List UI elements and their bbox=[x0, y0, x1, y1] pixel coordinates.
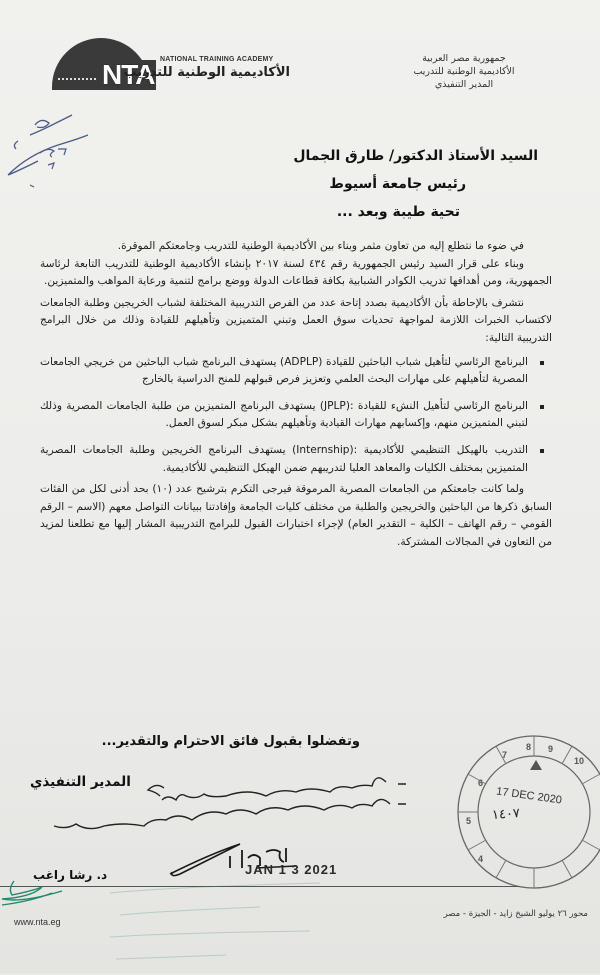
program-item: البرنامج الرئاسي لتأهيل النشء للقيادة :(JPLP) يستهدف البرنامج المتميزين من طلبة الجامعات المصرية وذلك لتبني المتميزين منهم، وإكسابهم مهارات القيادية وتأهيلهم بشكل مبكر لسوق العمل. bbox=[40, 398, 538, 433]
closing-line: وتفضلوا بقبول فائق الاحترام والتقدير... bbox=[101, 734, 360, 749]
svg-text:9: 9 bbox=[548, 744, 554, 754]
executive-director-title: المدير التنفيذي bbox=[30, 774, 131, 790]
svg-text:4: 4 bbox=[478, 854, 484, 864]
svg-text:10: 10 bbox=[574, 756, 585, 766]
addressee-name: السيد الأستاذ الدكتور/ طارق الجمال bbox=[293, 148, 538, 164]
svg-text:6: 6 bbox=[478, 778, 484, 788]
org-header bbox=[384, 52, 544, 91]
logo-wave-icon bbox=[58, 78, 96, 84]
footer-website: www.nta.eg bbox=[14, 917, 61, 927]
seal-number: ١٤٠٧ bbox=[491, 806, 521, 823]
program-item: البرنامج الرئاسي لتأهيل شباب الباحثين للقيادة (ADPLP) يستهدف البرنامج شباب الباحثين من خريجي الجامعات المصرية لتأهيلهم على مهارات البحث العلمي وتعزيز فرص قبولهم للمنح الدراسية بالخارج bbox=[40, 354, 538, 389]
paragraph: وبناء على قرار السيد رئيس الجمهورية رقم ٤٣٤ لسنة ٢٠١٧ بإنشاء الأكاديمية الوطنية للتدريب التابعة لرئاسة الجمهورية، ومن أهدافها تدريب الكوادر الشبابية بكافة قطاعات الدولة ووضع برامج لتنمية ورعاية المواهب والمتميزين. bbox=[40, 257, 552, 288]
svg-text:7: 7 bbox=[502, 750, 508, 760]
org-line: جمهورية مصر العربية bbox=[422, 53, 506, 64]
program-item: التدريب بالهيكل التنظيمي للأكاديمية :(Internship) يستهدف البرنامج الخريجين وطلبة الجامعات المصرية المتميزين بمختلف الكليات والمعاهد العليا لتدريبهم ضمن الهيكل التنظيمي للأكاديمية. bbox=[40, 442, 538, 477]
signatory-name: د. رشا راغب bbox=[33, 868, 108, 882]
addressee-position: رئيس جامعة أسيوط bbox=[329, 176, 466, 192]
greeting: تحية طيبة وبعد ... bbox=[336, 204, 460, 220]
paragraph: في ضوء ما نتطلع إليه من تعاون مثمر وبناء بين الأكاديمية الوطنية للتدريب وجامعتكم الموقرة. bbox=[117, 240, 524, 252]
org-line: الأكاديمية الوطنية للتدريب bbox=[413, 66, 515, 77]
svg-text:5: 5 bbox=[466, 816, 472, 826]
paragraph: نتشرف بالإحاطة بأن الأكاديمية بصدد إتاحة عدد من الفرص التدريبية المختلفة لشباب الخريجين وطلبة الجامعات لاكتساب الخبرات اللازمة لمواجهة تحديات سوق العمل وتبني المتميزين وتأهيلهم للقيادة وذلك من خلال البرامج التدريبية التالية: bbox=[40, 296, 552, 344]
green-handwritten-note-icon bbox=[0, 875, 330, 975]
logo-english-name: NATIONAL TRAINING ACADEMY bbox=[160, 56, 274, 63]
svg-text:8: 8 bbox=[526, 742, 532, 752]
seal-date: 17 DEC 2020 bbox=[495, 785, 563, 807]
logo-text: NTA bbox=[102, 59, 155, 90]
handwritten-annotation-icon bbox=[0, 105, 100, 190]
letter-body bbox=[40, 238, 552, 552]
paragraph: ولما كانت جامعتكم من الجامعات المصرية المرموقة فيرجى التكرم بترشيح عدد (١٠) بحد أدنى لكل من الفئات السابق ذكرها من الباحثين والخريجين والطلبة من مختلف كليات الجامعة وإفادتنا ببيانات التواصل معهم (الاسم – الرقم القومي – رقم الهاتف – الكلية – التقدير العام) لإجراء اختبارات القبول للبرامج التدريبية المشار إليها مع تطلعنا لمزيد من التعاون في المجالات المشتركة. bbox=[40, 483, 552, 548]
nta-logo bbox=[52, 38, 292, 94]
logo-arabic-name: الأكاديمية الوطنية للتدريب bbox=[123, 65, 290, 80]
received-date-stamp: JAN 1 3 2021 bbox=[245, 862, 338, 877]
circular-seal-icon bbox=[452, 712, 600, 892]
footer-address: محور ٢٦ يوليو الشيخ زايد - الجيزة - مصر bbox=[443, 909, 588, 919]
addressee-block bbox=[218, 142, 538, 226]
org-line: المدير التنفيذي bbox=[434, 79, 494, 90]
program-list bbox=[40, 354, 552, 478]
